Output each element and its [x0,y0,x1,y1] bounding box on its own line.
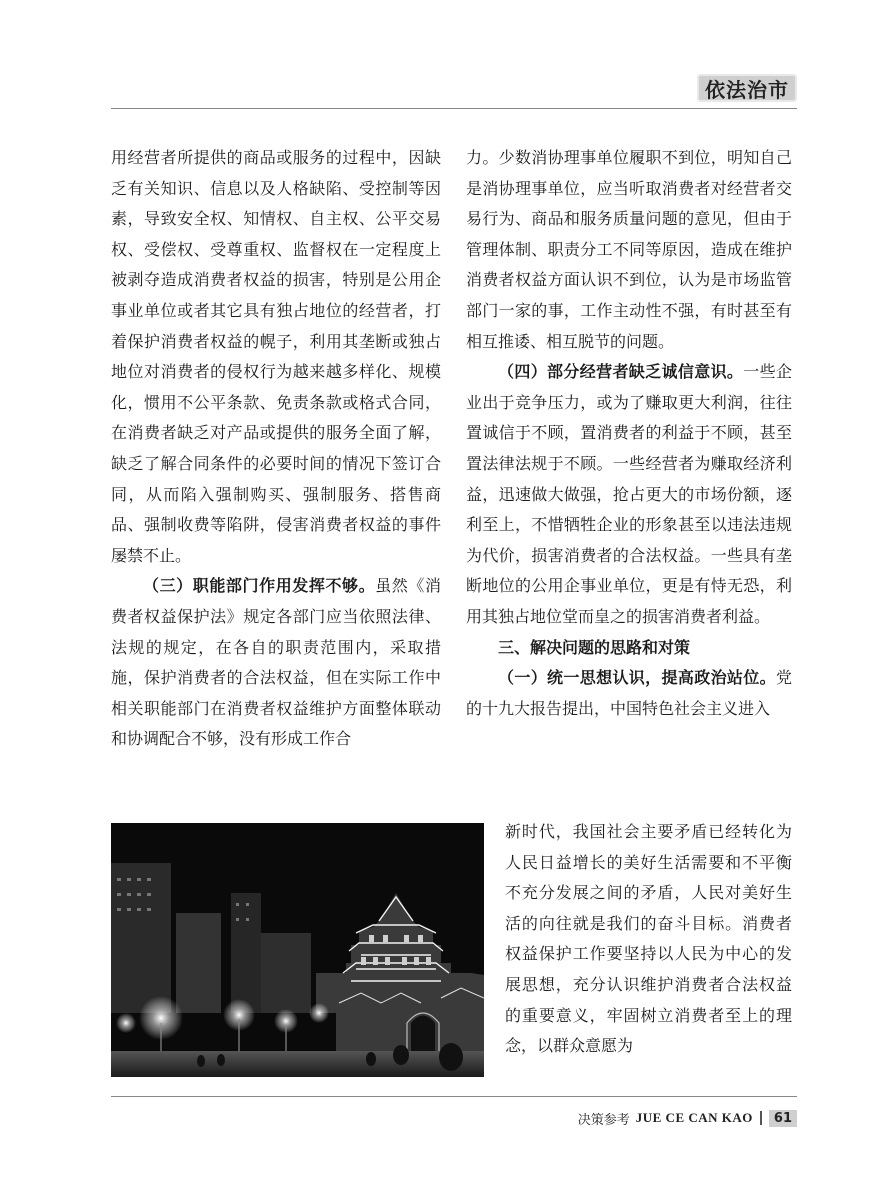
subheading-4: （四）部分经营者缺乏诚信意识。 [498,362,744,382]
subheading-3: （三）职能部门作用发挥不够。 [143,576,376,596]
right-paragraph-3-body: 党的十九大报告提出，中国特色社会主义进入 [466,668,792,718]
left-paragraph-2-body: 虽然《消费者权益保护法》规定各部门应当依照法律、法规的规定，在各自的职责范围内，采取措施，保护消费者的合法权益，但在实际工作中相关职能部门在消费者权益维护方面整体联动和协调配合不够，没有形成工作合 [111,576,441,749]
right-paragraph-1: 力。少数消协理事单位履职不到位，明知自己是消协理事单位，应当听取消费者对经营者交易行为、商品和服务质量问题的意见，但由于管理体制、职责分工不同等原因，造成在维护消费者权益方面认识不到位，认为是市场监管部门一家的事，工作主动性不强，有时甚至有相互推诿、相互脱节的问题。 [466,148,792,351]
right-paragraph-2-body: 一些企业出于竞争压力，或为了赚取更大利润，往往置诚信于不顾，置消费者的利益于不顾，甚至置法律法规于不顾。一些经营者为赚取经济利益，迅速做大做强，抢占更大的市场份额，逐利至上，不惜牺牲企业的形象甚至以违法违规为代价，损害消费者的合法权益。一些具有垄断地位的公用企事业单位，更是有恃无恐，利用其独占地位堂而皇之的损害消费者利益。 [466,362,792,626]
header-divider [111,108,797,109]
night-tower-illustration [111,823,484,1077]
photo-wrap-paragraph [505,817,792,1062]
section-title-3: 三、解决问题的思路和对策 [498,637,691,657]
left-paragraph-1: 用经营者所提供的商品或服务的过程中，因缺乏有关知识、信息以及人格缺陷、受控制等因素，导致安全权、知情权、自主权、公平交易权、受偿权、受尊重权、监督权在一定程度上被剥夺造成消费者权益的损害，特别是公用企事业单位或者其它具有独占地位的经营者，打着保护消费者权益的幌子，利用其垄断或独占地位对消费者的侵权行为越来越多样化、规模化，惯用不公平条款、免责条款或格式合同，在消费者缺乏对产品或提供的服务全面了解，缺乏了解合同条件的必要时间的情况下签订合同，从而陷入强制购买、强制服务、搭售商品、强制收费等陷阱，侵害消费者权益的事件屡禁不止。 [111,148,441,565]
section-header-title: 依法治市 [697,74,797,102]
footer-divider [111,1096,797,1097]
right-text-column [466,143,792,724]
right-paragraph-3 [466,663,792,724]
right-paragraph-3-continued: 新时代，我国社会主要矛盾已经转化为人民日益增长的美好生活需要和不平衡不充分发展之间的矛盾，人民对美好生活的向往就是我们的奋斗目标。消费者权益保护工作要坚持以人民为中心的发展思想，充分认识维护消费者合法权益的重要意义，牢固树立消费者至上的理念，以群众意愿为 [505,822,792,1056]
left-text-column [111,143,441,755]
page-number: 61 [769,1110,797,1127]
left-paragraph-2 [111,571,441,755]
subheading-1: （一）统一思想认识，提高政治站位。 [498,668,776,688]
page-footer [578,1108,797,1128]
night-city-photo [111,823,484,1077]
right-paragraph-2 [466,357,792,632]
journal-name-cn: 决策参考 [577,1112,630,1128]
journal-name-en: JUE CE CAN KAO [635,1110,753,1125]
footer-separator [760,1111,762,1125]
